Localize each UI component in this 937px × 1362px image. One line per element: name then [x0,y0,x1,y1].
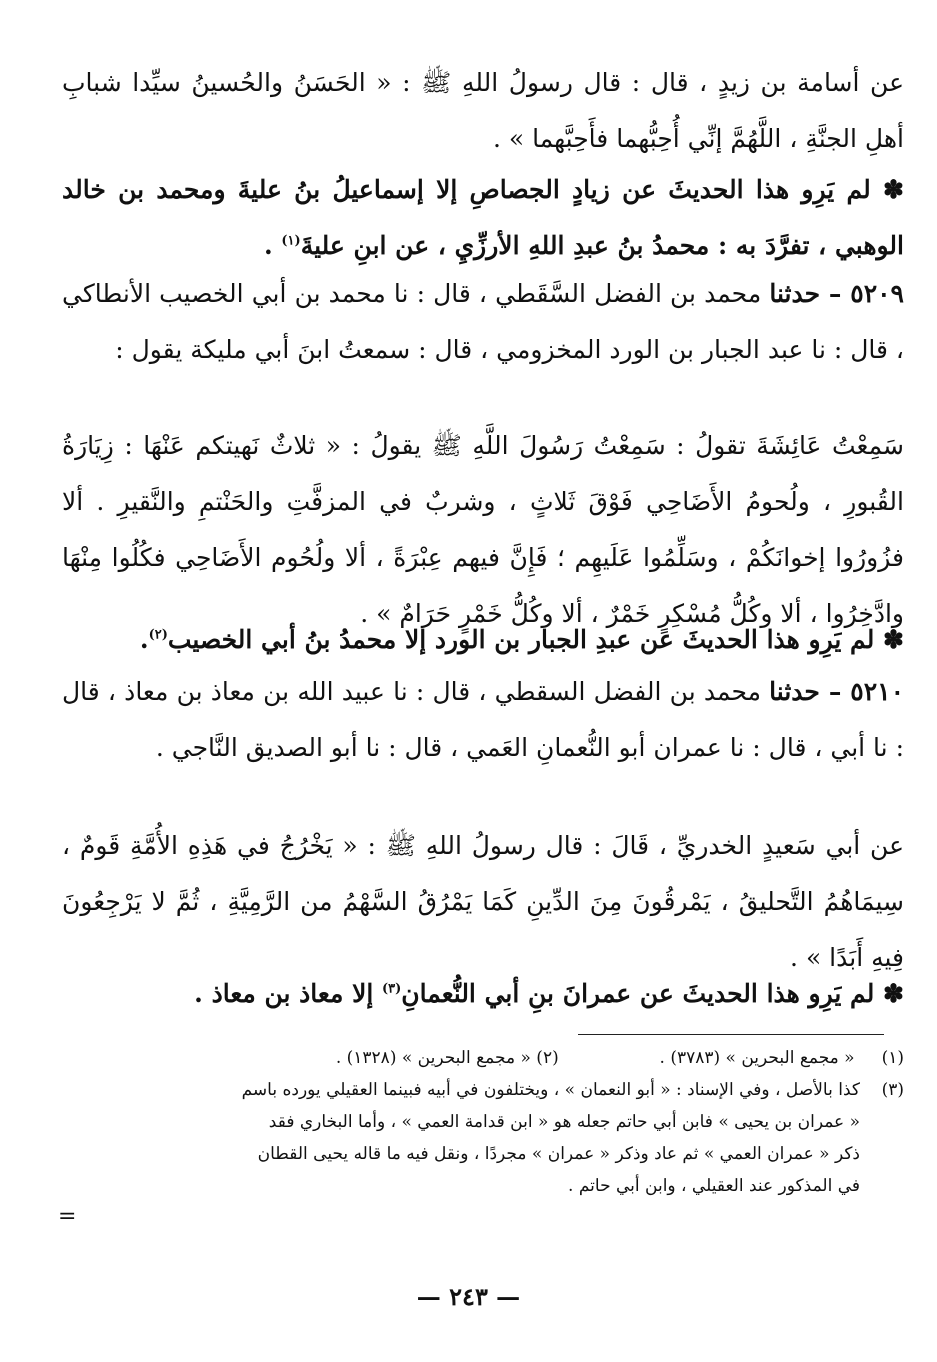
star-marker-icon: ✽ [883,979,904,1008]
footnote-ref-2[interactable]: (٢) [148,627,168,643]
hadith-lead-word: حدثنا [769,677,820,706]
footnote-label-1: (١) [881,1048,904,1068]
isnad-text: محمد بن الفضل السَّقَطي ، قال : نا محمد بن أبي الخصيب الأنطاكي ، قال : نا عبد الجبار بن الورد المخزومي ، قال : سمعتُ ابنَ أبي مليكة يقول : [62,279,904,364]
hadith-5208-text: عن أسامة بن زيدٍ ، قال : قال رسولُ اللهِ ﷺ : « الحَسَنُ والحُسينُ سيِّدا شبابِ أهلِ الجنَّةِ ، اللَّهُمَّ إنِّي أُحِبُّهما فأَحِبَّهما » . [62,68,904,153]
hadith-5210-isnad: ٥٢١٠ – حدثنا محمد بن الفضل السقطي ، قال : نا عبيد الله بن معاذ بن معاذ ، قال : نا أبي ، قال : نا عمران أبو النُّعمانِ العَمي ، قال : نا أبو الصديق النَّاجي . [62,677,904,762]
footnote-text-3-line-2: « عمران بن يحيى » فابن أبي حاتم جعله هو « ابن قدامة العمي » ، وأما البخاري فقد [268,1112,860,1132]
star-marker-icon: ✽ [883,625,904,654]
hadith-number: ٥٢١٠ [850,677,904,706]
footnote-text-2: « مجمع البحرين » (١٣٢٨) . [335,1048,531,1068]
comment-text: لم يَرِو هذا الحديثَ عن عمرانَ بنِ أبي النُّعمانِ [401,979,875,1008]
continuation-mark: = [58,1204,77,1229]
comment-5208: ✽ لم يَرِو هذا الحديثَ عن زيادٍ الجصاصِ إلا إسماعيلُ بنُ عليةَ ومحمد بن خالد الوهبي ، تفرَّدَ به : محمدُ بنُ عبدِ اللهِ الأرزِّيِ ، عن ابنِ عليةَ$^{(١)}$ . [62,175,904,260]
footnote-text-1: « مجمع البحرين » (٣٧٨٣) . [659,1048,855,1068]
footnote-ref-3[interactable]: (٣) [381,981,402,997]
page-number: — ٢٤٣ — [416,1282,521,1311]
footnote-row-3 [62,1074,904,1106]
comment-5210: ✽ لم يَرِو هذا الحديثَ عن عمرانَ بنِ أبي النُّعمانِ$^{(٣)}$ إلا معاذ بن معاذ . [194,979,904,1008]
star-marker-icon: ✽ [883,175,904,204]
footnote-label-2: (٢) [536,1048,559,1068]
footnote-divider [578,1034,884,1035]
footnote-row-1-2 [62,1042,904,1074]
comment-text: لم يَرِو هذا الحديثَ عن زيادٍ الجصاصِ إلا إسماعيلُ بنُ عليةَ ومحمد بن خالد الوهبي ، تفرَّدَ به : محمدُ بنُ عبدِ اللهِ الأرزِّيِ ، عن ابنِ عليةَ [62,175,904,260]
comment-text: لم يَرِو هذا الحديثَ عن عبدِ الجبار بن الورد إلا محمدُ بنُ أبي الخصيب [167,625,875,654]
footnote-label-3: (٣) [881,1080,904,1100]
hadith-5209-matn: سَمِعْتُ عَائِشَةَ تقولُ : سَمِعْتُ رَسُولَ اللَّهِ ﷺ يقولُ : « ثلاثٌ نَهيتكم عَنْهَا : زِيَارَةُ القُبورِ ، ولُحومُ الأَضَاحِي فَوْقَ ثَلاثٍ ، وشربٌ في المزفَّتِ والحَنْتمِ والنَّقيرِ . ألا فزُورُوا إخوانَكُمْ ، وسَلِّمُوا عَلَيهِم ؛ فَإِنَّ فيهم عِبْرَةً ، ألا ولُحُوم الأَضَاحِي فكُلُوا مِنْهَا وادَّخِرُوا ، ألا وكُلُّ مُسْكِرٍ خَمْرٌ ، ألا وكُلُّ خَمْرٍ حَرَامٌ » . [62,431,904,628]
hadith-lead-word: حدثنا [769,279,821,308]
footnote-text-3-line-4: في المذكور عند العقيلي ، وابن أبي حاتم . [568,1176,860,1196]
footnote-text-3-line-1: كذا بالأصل ، وفي الإسناد : « أبو النعمان » ، ويختلفون في أبيه فبينما العقيلي يورده باسم [241,1080,860,1100]
comment-5209: ✽ لم يَرِو هذا الحديثَ عن عبدِ الجبار بن الورد إلا محمدُ بنُ أبي الخصيب$^{(٢)}$. [139,625,904,654]
isnad-text: محمد بن الفضل السقطي ، قال : نا عبيد الله بن معاذ بن معاذ ، قال : نا أبي ، قال : نا عمران أبو النُّعمانِ العَمي ، قال : نا أبو الصديق النَّاجي . [62,677,904,762]
footnotes [62,1042,904,1202]
footnote-ref-1[interactable]: (١) [281,233,301,249]
hadith-5209-isnad: ٥٢٠٩ – حدثنا محمد بن الفضل السَّقَطي ، قال : نا محمد بن أبي الخصيب الأنطاكي ، قال : نا عبد الجبار بن الورد المخزومي ، قال : سمعتُ ابنَ أبي مليكة يقول : [62,279,904,364]
hadith-5210-matn: عن أبي سَعيدٍ الخدريِّ ، قَالَ : قال رسولُ اللهِ ﷺ : « يَخْرُجُ في هَذِهِ الأُمَّةِ قَومٌ ، سِيمَاهُمُ التَّحليقُ ، يَمْرقُونَ مِنَ الدِّينِ كَمَا يَمْرُقُ السَّهْمُ من الرَّمِيَّةِ ، ثُمَّ لا يَرْجِعُونَ فِيهِ أَبَدًا » . [62,831,904,972]
hadith-number: ٥٢٠٩ [850,279,904,308]
footnote-text-3-line-3: ذكر « عمران العمي » ثم عاد وذكر « عمران » مجردًا ، ونقل فيه ما قاله يحيى القطان [257,1144,860,1164]
